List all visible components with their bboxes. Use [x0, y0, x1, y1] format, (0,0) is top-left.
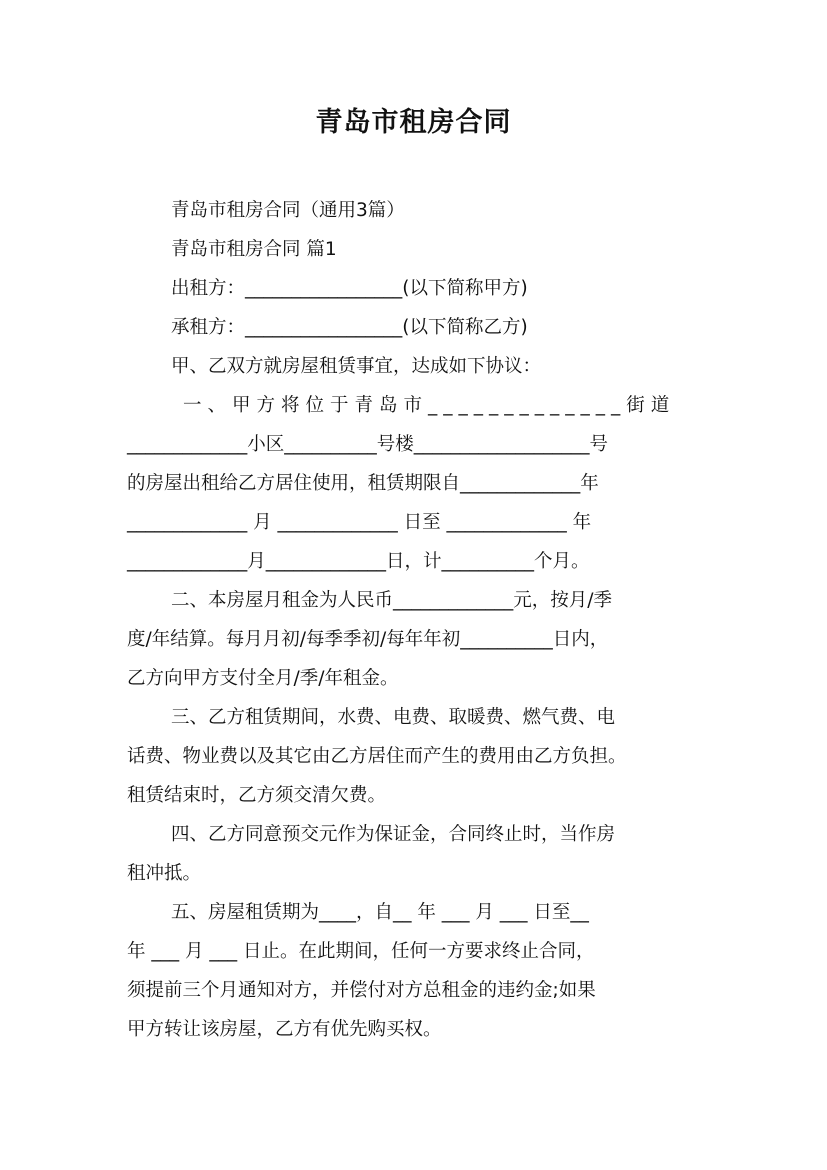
subtitle-line: 青岛市租房合同（通用3篇） — [171, 200, 405, 221]
lessee-line: 承租方：_________________(以下简称乙方) — [171, 317, 528, 338]
clause-3-line-1: 三、乙方租赁期间，水费、电费、取暖费、燃气费、电 — [171, 707, 616, 728]
agreement-intro: 甲、乙双方就房屋租赁事宜，达成如下协议： — [171, 356, 542, 377]
document-title: 青岛市租房合同 — [315, 107, 512, 138]
clause-5-line-1: 五、房屋租赁期为____，自__ 年 ___ 月 ___ 日至__ — [171, 902, 589, 923]
clause-5-line-4: 甲方转让该房屋，乙方有优先购买权。 — [127, 1019, 442, 1040]
clause-2-line-3: 乙方向甲方支付全月/季/年租金。 — [127, 668, 399, 689]
clause-1-line-1: 一、甲方将位于青岛市_____________街道 — [183, 395, 676, 416]
lessor-line: 出租方：_________________(以下简称甲方) — [171, 278, 528, 299]
clause-4-line-2: 租冲抵。 — [127, 863, 202, 884]
clause-3-line-3: 租赁结束时，乙方须交清欠费。 — [127, 785, 387, 806]
clause-5-line-2: 年 ___ 月 ___ 日止。在此期间，任何一方要求终止合同， — [127, 941, 595, 962]
clause-5-line-3: 须提前三个月通知对方，并偿付对方总租金的违约金;如果 — [127, 980, 596, 1001]
section-heading: 青岛市租房合同 篇1 — [171, 239, 337, 260]
clause-1-line-4: _____________ 月 _____________ 日至 _____________ 年 — [127, 512, 592, 533]
clause-2-line-1: 二、本房屋月租金为人民币_____________元，按月/季 — [171, 590, 612, 611]
clause-1-line-2: _____________小区__________号楼___________________号 — [127, 434, 609, 455]
clause-3-line-2: 话费、物业费以及其它由乙方居住而产生的费用由乙方负担。 — [127, 746, 627, 767]
clause-1-line-5: _____________月_____________日，计__________个月。 — [127, 551, 590, 572]
clause-4-line-1: 四、乙方同意预交元作为保证金，合同终止时，当作房 — [171, 824, 616, 845]
clause-1-line-3: 的房屋出租给乙方居住使用，租赁期限自_____________年 — [127, 473, 599, 494]
clause-2-line-2: 度/年结算。每月月初/每季季初/每年年初__________日内， — [127, 629, 609, 650]
